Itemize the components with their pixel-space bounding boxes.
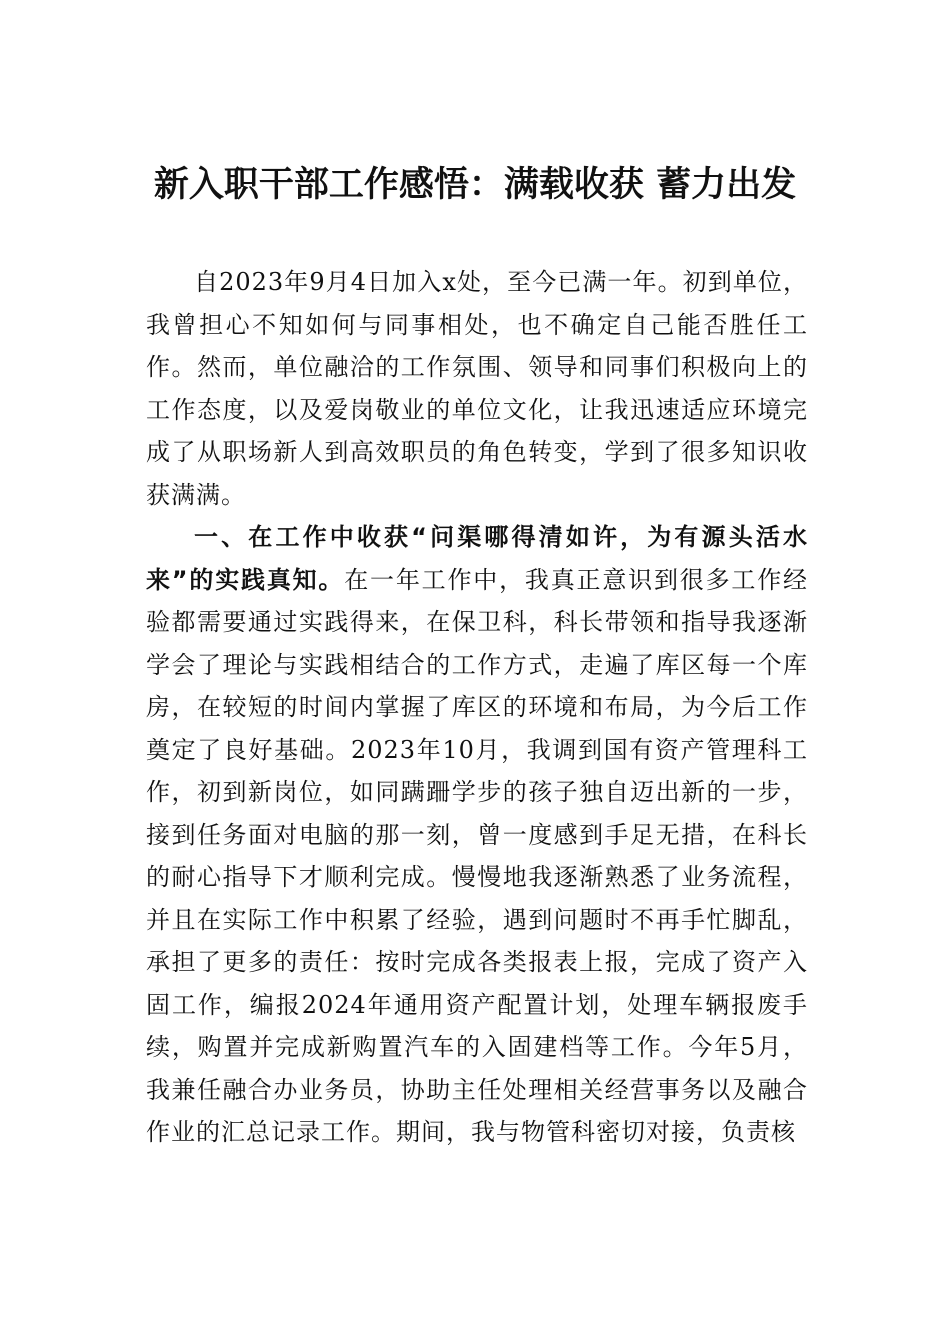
document-title: 新入职干部工作感悟：满载收获 蓄力出发 xyxy=(153,164,797,205)
section-one-text: 在一年工作中，我真正意识到很多工作经验都需要通过实践得来，在保卫科，科长带领和指导我逐渐学会了理论与实践相结合的工作方式，走遍了库区每一个库房，在较短的时间内掌握了库区的环境和布局，为今后工作奠定了良好基础。2023年10月，我调到国有资产管理科工作，初到新岗位，如同蹒跚学步的孩子独自迈出新的一步，接到任务面对电脑的那一刻，曾一度感到手足无措，在科长的耐心指导下才顺利完成。慢慢地我逐渐熟悉了业务流程，并且在实际工作中积累了经验，遇到问题时不再手忙脚乱，承担了更多的责任：按时完成各类报表上报，完成了资产入固工作，编报2024年通用资产配置计划，处理车辆报废手续，购置并完成新购置汽车的入固建档等工作。今年5月，我兼任融合办业务员，协助主任处理相关经营事务以及融合作业的汇总记录工作。期间，我与物管科密切对接，负责核 xyxy=(146,565,808,1146)
intro-paragraph xyxy=(146,261,808,516)
document-body xyxy=(146,261,808,1154)
intro-paragraph-text: 自2023年9月4日加入x处，至今已满一年。初到单位，我曾担心不知如何与同事相处，也不确定自己能否胜任工作。然而，单位融洽的工作氛围、领导和同事们积极向上的工作态度，以及爱岗敬业的单位文化，让我迅速适应环境完成了从职场新人到高效职员的角色转变，学到了很多知识收获满满。 xyxy=(146,268,808,509)
section-one-paragraph xyxy=(146,516,808,1154)
section-one-heading: 一、在工作中收获“问渠哪得清如许，为有源头活水来”的实践真知。 xyxy=(146,523,808,594)
